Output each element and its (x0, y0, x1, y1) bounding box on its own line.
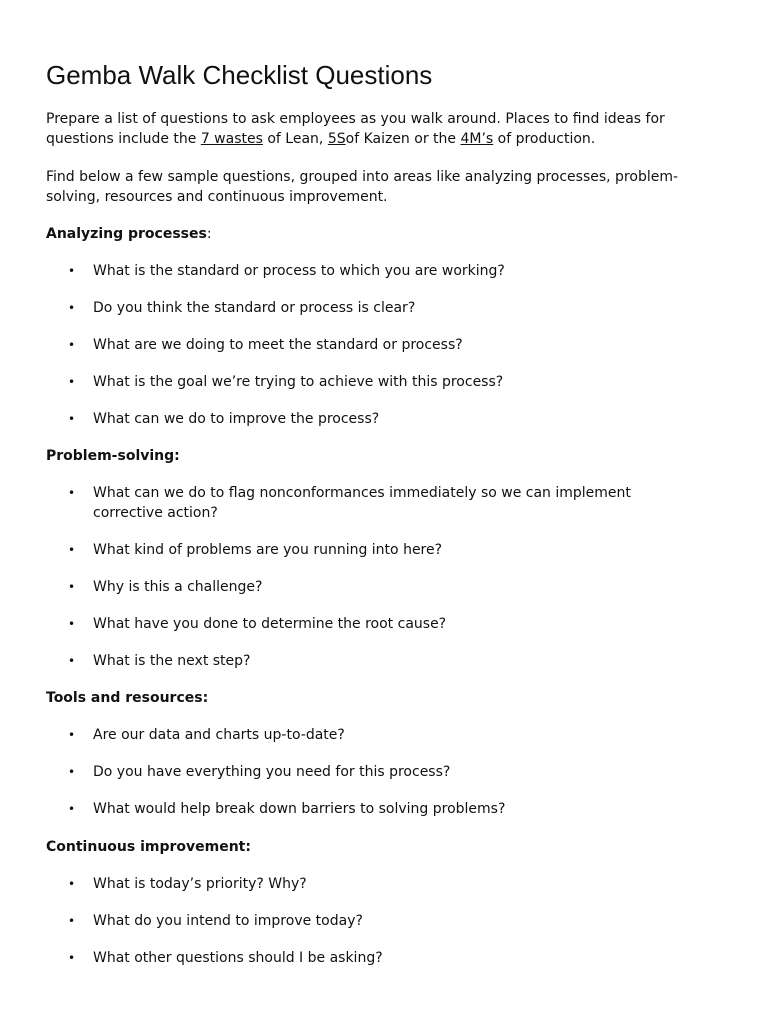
list-item-text: What other questions should I be asking? (93, 950, 383, 966)
section-heading-analyzing (46, 224, 212, 244)
list-item-text: What is today’s priority? Why? (93, 876, 307, 892)
section-heading-analyzing-label: Analyzing processes (46, 226, 207, 242)
intro-paragraph-2: Find below a few sample questions, grouped into areas like analyzing processes, problem-solving, resources and continuous improvement. (46, 169, 679, 205)
bullet-icon: • (68, 728, 76, 742)
list-item (46, 261, 726, 281)
section-heading-continuous-label: Continuous improvement: (46, 839, 251, 855)
bullet-icon: • (68, 914, 76, 928)
list-item (46, 483, 726, 523)
list-item-text: What are we doing to meet the standard or process? (93, 337, 463, 353)
bullet-icon: • (68, 951, 76, 965)
list-item (46, 540, 726, 560)
bullet-icon: • (68, 301, 76, 315)
list-item-text: What can we do to improve the process? (93, 411, 380, 427)
list-item (46, 762, 726, 782)
bullet-icon: • (68, 486, 76, 500)
list-item (46, 948, 726, 968)
section-heading-problem-solving (46, 446, 180, 466)
list-item-text: Are our data and charts up-to-date? (93, 727, 345, 743)
intro-text-4: of production. (493, 131, 596, 147)
bullet-icon: • (68, 654, 76, 668)
section-heading-problem-solving-label: Problem-solving: (46, 448, 180, 464)
bullet-icon: • (68, 765, 76, 779)
bullet-icon: • (68, 264, 76, 278)
link-4ms[interactable]: 4M’s (460, 131, 494, 147)
intro-text-2: of Lean, (262, 131, 328, 147)
list-item-text: What have you done to determine the root cause? (93, 616, 447, 632)
list-item (46, 799, 726, 819)
section-heading-analyzing-suffix: : (206, 226, 212, 242)
list-item-text: What is the standard or process to which you are working? (93, 263, 505, 279)
bullet-icon: • (68, 412, 76, 426)
list-item (46, 874, 726, 894)
list-item (46, 409, 726, 429)
list-item-text: What would help break down barriers to solving problems? (93, 801, 506, 817)
section-heading-tools (46, 688, 208, 708)
page-title: Gemba Walk Checklist Questions (46, 60, 433, 90)
bullet-icon: • (68, 543, 76, 557)
list-item-text: Do you have everything you need for this process? (93, 764, 451, 780)
bullet-icon: • (68, 877, 76, 891)
list-item (46, 651, 726, 671)
list-item (46, 335, 726, 355)
list-item-text: Do you think the standard or process is clear? (93, 300, 416, 316)
list-item-text: What is the next step? (93, 653, 251, 669)
list-item (46, 614, 726, 634)
bullet-icon: • (68, 375, 76, 389)
list-item-text: Why is this a challenge? (93, 579, 263, 595)
bullet-icon: • (68, 802, 76, 816)
list-item-text: What do you intend to improve today? (93, 913, 363, 929)
link-7-wastes[interactable]: 7 wastes (200, 131, 263, 147)
intro-text-1: Prepare a list of questions to ask employees as you walk around. Places to find ideas for questions include the (46, 111, 665, 147)
intro-paragraph (46, 109, 726, 149)
section-heading-tools-label: Tools and resources: (46, 690, 209, 706)
list-item (46, 372, 726, 392)
list-item-text: What kind of problems are you running into here? (93, 542, 443, 558)
link-5s[interactable]: 5S (327, 131, 346, 147)
bullet-icon: • (68, 617, 76, 631)
bullet-icon: • (68, 338, 76, 352)
list-item-text: What is the goal we’re trying to achieve with this process? (93, 374, 504, 390)
list-item (46, 725, 726, 745)
list-item (46, 577, 726, 597)
list-item (46, 298, 726, 318)
section-heading-continuous (46, 837, 251, 857)
intro-text-3: of Kaizen or the (345, 131, 461, 147)
list-item (46, 911, 726, 931)
list-item-text: What can we do to flag nonconformances immediately so we can implement corrective action? (93, 485, 631, 521)
bullet-icon: • (68, 580, 76, 594)
